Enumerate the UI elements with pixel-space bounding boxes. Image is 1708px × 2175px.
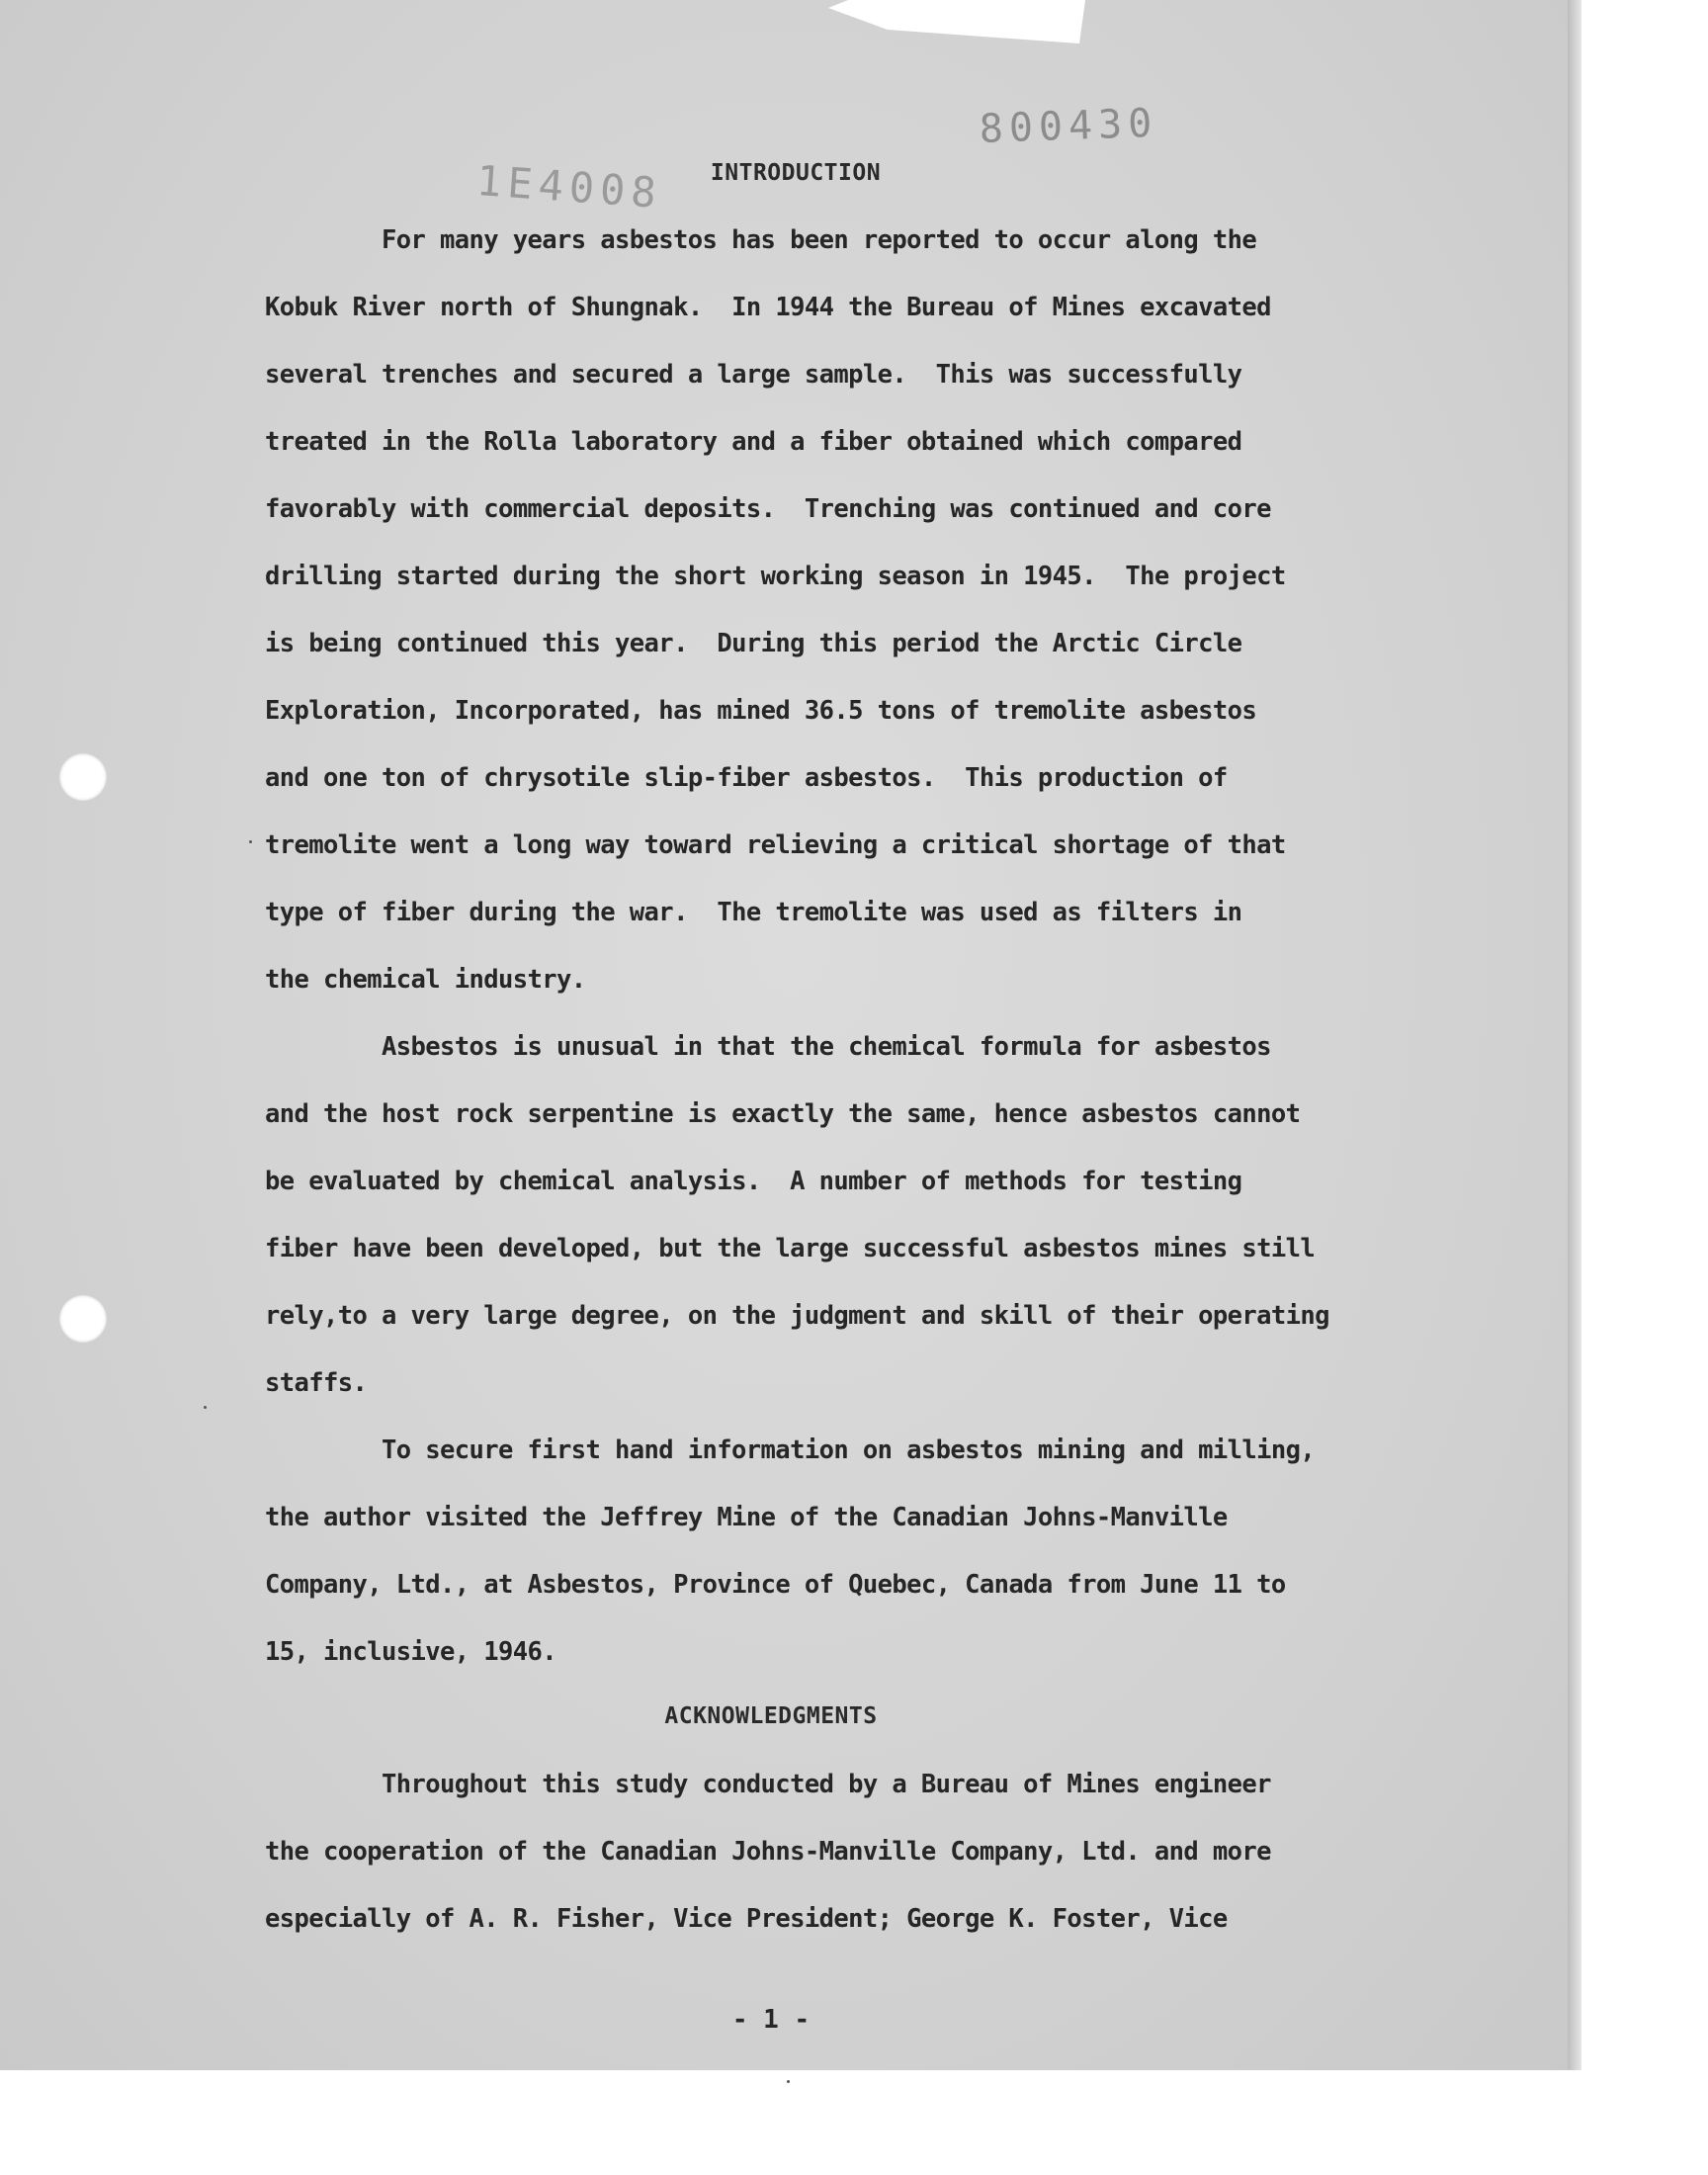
body-line: is being continued this year. During this period the Arctic Circle bbox=[265, 629, 1242, 658]
body-line: drilling started during the short working season in 1945. The project bbox=[265, 562, 1286, 591]
body-line: 15, inclusive, 1946. bbox=[265, 1637, 557, 1667]
acknowledgments-heading: ACKNOWLEDGMENTS bbox=[664, 1703, 878, 1729]
body-line: be evaluated by chemical analysis. A number of methods for testing bbox=[265, 1167, 1242, 1196]
body-line: treated in the Rolla laboratory and a fiber obtained which compared bbox=[265, 427, 1242, 457]
body-line: To secure first hand information on asbestos mining and milling, bbox=[382, 1436, 1316, 1465]
body-line: fiber have been developed, but the large successful asbestos mines still bbox=[265, 1234, 1316, 1263]
file-code-stamp: 1E4008 bbox=[474, 156, 664, 218]
body-line: tremolite went a long way toward relieving a critical shortage of that bbox=[265, 830, 1286, 860]
torn-corner bbox=[828, 0, 1085, 44]
body-line: favorably with commercial deposits. Trenching was continued and core bbox=[265, 494, 1271, 524]
introduction-heading: INTRODUCTION bbox=[710, 160, 882, 186]
page-edge-shadow bbox=[1568, 0, 1581, 2070]
body-line: Asbestos is unusual in that the chemical formula for asbestos bbox=[382, 1032, 1271, 1062]
punch-hole-upper bbox=[59, 753, 107, 801]
body-line: and the host rock serpentine is exactly the same, hence asbestos cannot bbox=[265, 1099, 1301, 1129]
page-number: - 1 - bbox=[731, 2005, 811, 2035]
body-line: especially of A. R. Fisher, Vice President; George K. Foster, Vice bbox=[265, 1904, 1228, 1934]
punch-hole-lower bbox=[59, 1295, 107, 1343]
body-line: and one ton of chrysotile slip-fiber asbestos. This production of bbox=[265, 763, 1228, 793]
body-line: For many years asbestos has been reported to occur along the bbox=[382, 225, 1257, 255]
scan-speck bbox=[204, 1406, 207, 1409]
body-line: several trenches and secured a large sample. This was successfully bbox=[265, 360, 1242, 390]
body-line: rely,to a very large degree, on the judgment and skill of their operating bbox=[265, 1301, 1329, 1331]
scan-speck bbox=[249, 840, 252, 843]
body-line: Exploration, Incorporated, has mined 36.5 tons of tremolite asbestos bbox=[265, 696, 1257, 726]
body-line: Kobuk River north of Shungnak. In 1944 the Bureau of Mines excavated bbox=[265, 293, 1271, 322]
body-line: the author visited the Jeffrey Mine of the Canadian Johns-Manville bbox=[265, 1503, 1228, 1532]
body-line: staffs. bbox=[265, 1368, 368, 1398]
body-line: Throughout this study conducted by a Bureau of Mines engineer bbox=[382, 1770, 1271, 1799]
body-line: type of fiber during the war. The tremolite was used as filters in bbox=[265, 898, 1242, 927]
body-line: the chemical industry. bbox=[265, 965, 586, 995]
document-number-stamp: 800430 bbox=[979, 100, 1158, 152]
body-line: the cooperation of the Canadian Johns-Manville Company, Ltd. and more bbox=[265, 1837, 1271, 1867]
scan-speck bbox=[787, 2080, 790, 2083]
body-line: Company, Ltd., at Asbestos, Province of Quebec, Canada from June 11 to bbox=[265, 1570, 1286, 1600]
